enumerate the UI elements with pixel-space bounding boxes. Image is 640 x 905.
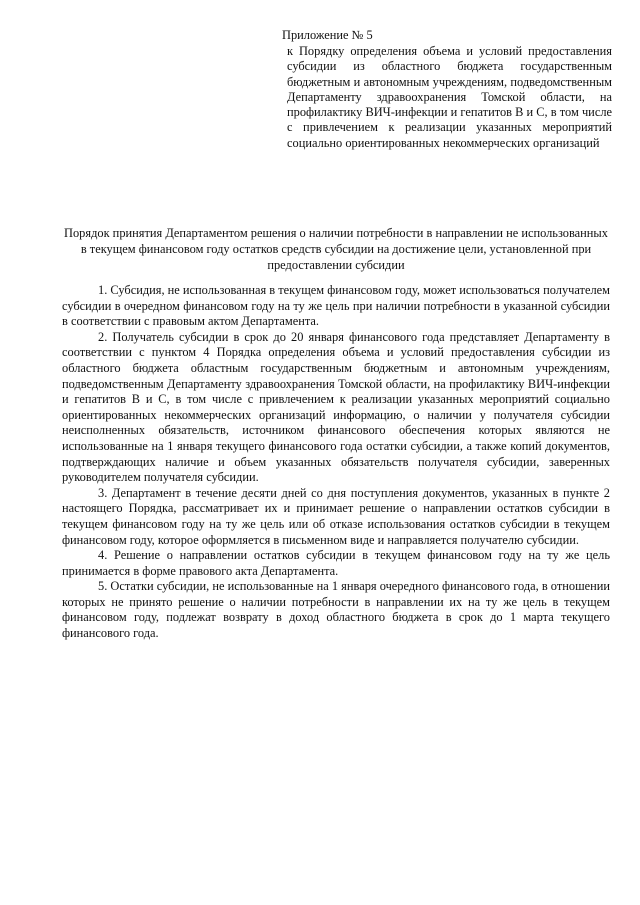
paragraph-4: 4. Решение о направлении остатков субсидии в текущем финансовом году на ту же цель принимается в форме правового акта Департамента. — [62, 548, 610, 578]
appendix-text: к Порядку определения объема и условий предоставления субсидии из областного бюджета государственным бюджетным и автономным учреждениям, подведомственным Департаменту здравоохранения Томской области, на профилактику ВИЧ-инфекции и гепатитов В и С, в том числе с привлечением к реализации указанных мероприятий социально ориентированных некоммерческих организаций — [287, 44, 612, 150]
document-title: Порядок принятия Департаментом решения о наличии потребности в направлении не использованных в текущем финансовом году остатков средств субсидии на достижение цели, установленной при предоставлении субсидии — [64, 226, 608, 272]
appendix-label: Приложение № 5 — [282, 28, 373, 42]
paragraph-3: 3. Департамент в течение десяти дней со дня поступления документов, указанных в пункте 2 настоящего Порядка, рассматривает их и принимает решение о направлении остатков субсидии в текущем финансовом году на ту же цель или об отказе использования остатков субсидии в текущем финансовом году, которое оформляется в письменном виде и направляется получателю субсидии. — [62, 485, 610, 547]
paragraph-2: 2. Получатель субсидии в срок до 20 января финансового года представляет Департаменту в соответствии с пунктом 4 Порядка определения объема и условий предоставления субсидии из областного бюджета областным государственным бюджетным и автономным учреждениям, подведомственным Департаменту здравоохранения Томской области, на профилактику ВИЧ-инфекции и гепатитов В и С, в том числе с привлечением к реализации указанных мероприятий социально ориентированных некоммерческих организаций информацию, о наличии у получателя субсидии неисполненных обязательств, источником финансового обеспечения которых являются не использованные на 1 января текущего финансового года остатки субсидии, а также копий документов, подтверждающих наличие и объем указанных обязательств получателя субсидии, заверенных руководителем получателя субсидии. — [62, 329, 610, 485]
paragraph-5: 5. Остатки субсидии, не использованные на 1 января очередного финансового года, в отношении которых не принято решение о наличии потребности в направлении их на ту же цель в текущем финансовом году, подлежат возврату в доход областного бюджета в срок до 1 марта текущего финансового года. — [62, 579, 610, 641]
paragraph-1: 1. Субсидия, не использованная в текущем финансовом году, может использоваться получателем субсидии в очередном финансовом году на ту же цель при наличии потребности в указанной субсидии в соответствии с правовым актом Департамента. — [62, 283, 610, 329]
document-body — [62, 283, 610, 642]
